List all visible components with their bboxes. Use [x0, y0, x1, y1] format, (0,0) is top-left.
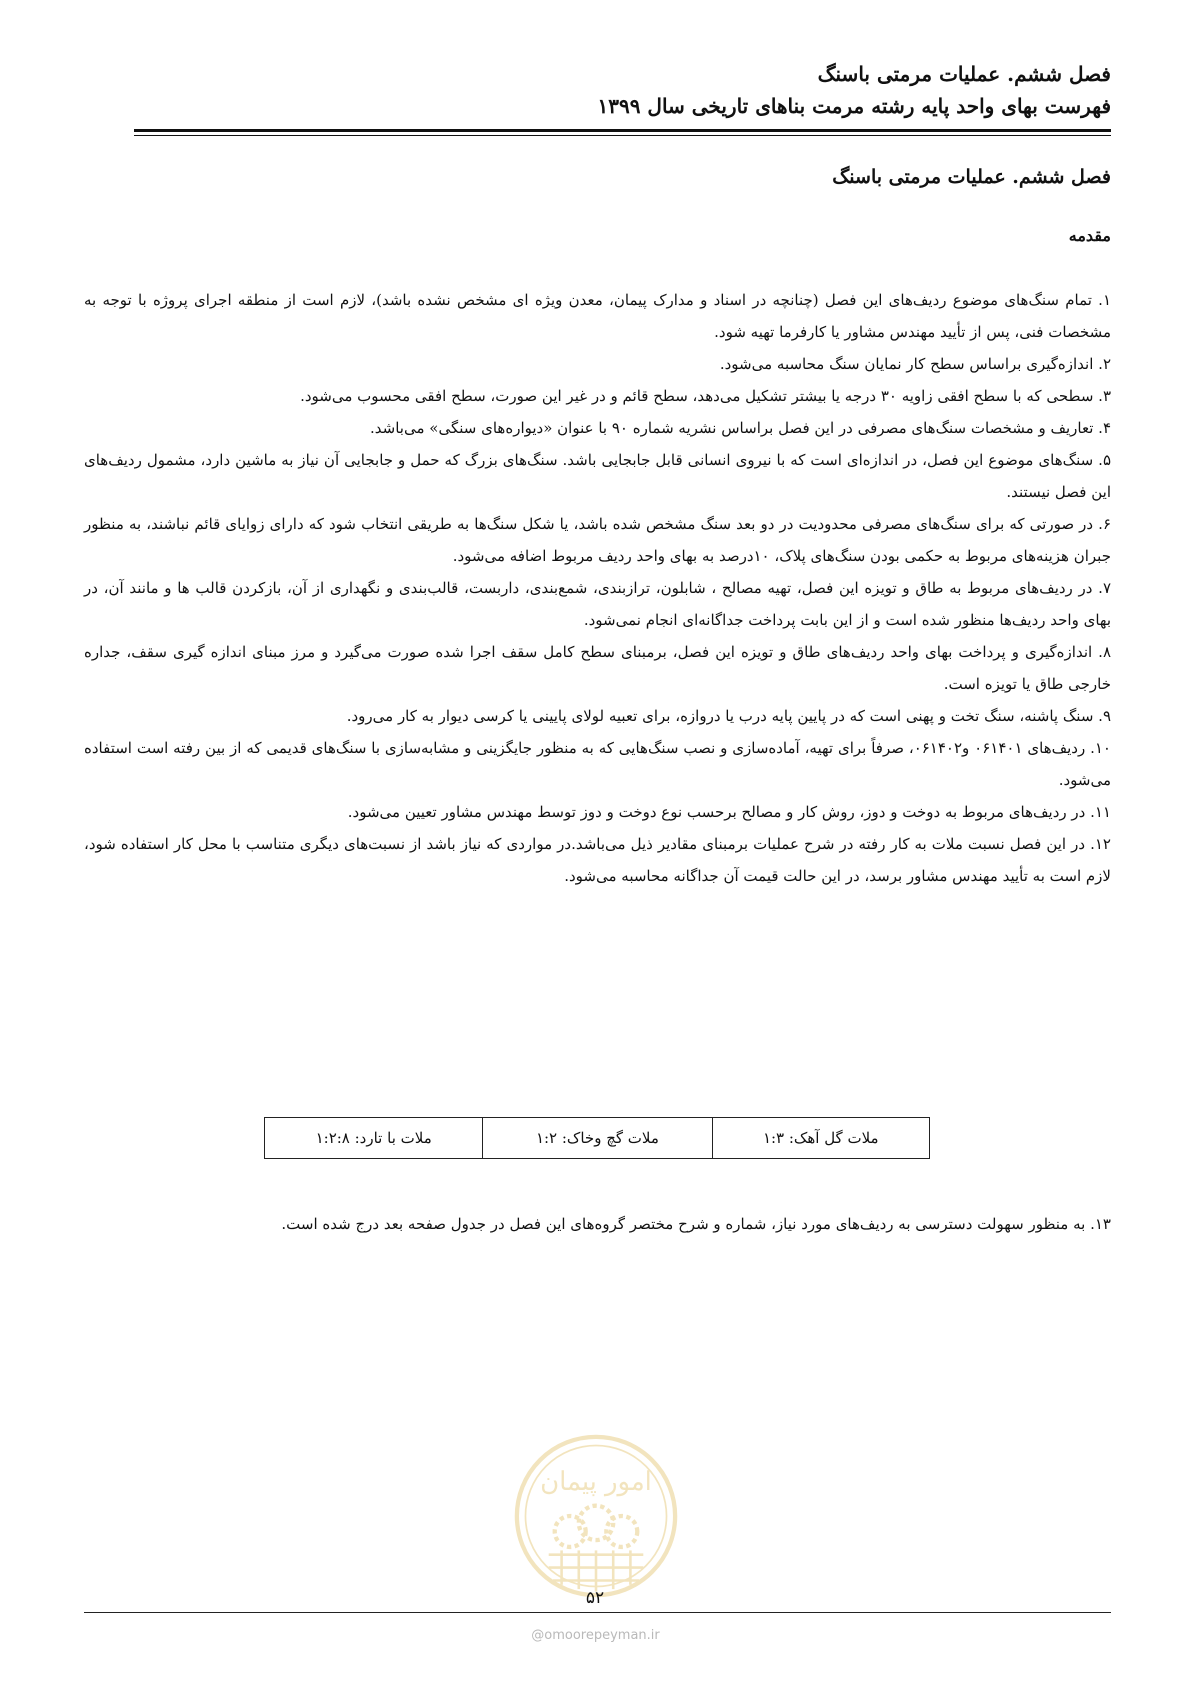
page-header — [134, 58, 1111, 122]
paragraph-3: ۳. سطحی که با سطح افقی زاویه ۳۰ درجه یا بیشتر تشکیل می‌دهد، سطح قائم و در غیر این صورت، سطح افقی محسوب می‌شود. — [300, 387, 1111, 405]
mortar-lime-clay-cell: ملات گل آهک: ۱:۳ — [712, 1118, 929, 1159]
page-number: ۵۲ — [585, 1588, 605, 1608]
paragraph-4: ۴. تعاریف و مشخصات سنگ‌های مصرفی در این فصل براساس نشریه شماره ۹۰ با عنوان «دیواره‌های سنگی» می‌باشد. — [370, 419, 1111, 437]
header-rule-thick — [134, 129, 1111, 132]
paragraph-12: ۱۲. در این فصل نسبت ملات به کار رفته در شرح عملیات برمبنای مقادیر ذیل می‌باشد.در مواردی که نیاز باشد از نسبت‌های دیگری متناسب با محل کار استفاده شود، لازم است به تأیید مهندس مشاور برسد، در این حالت قیمت آن جداگانه محاسبه می‌شود. — [84, 835, 1111, 885]
header-chapter-line: فصل ششم. عملیات مرمتی باسنگ — [817, 62, 1111, 86]
chapter-title: فصل ششم. عملیات مرمتی باسنگ — [832, 166, 1111, 188]
paragraph-5: ۵. سنگ‌های موضوع این فصل، در اندازه‌ای است که با نیروی انسانی قابل جابجایی باشد. سنگ‌های بزرگ که حمل و جابجایی آن نیاز به ماشین دارد، مشمول ردیف‌های این فصل نیستند. — [84, 451, 1111, 501]
table-row — [265, 1118, 930, 1159]
paragraph-10: ۱۰. ردیف‌های ۰۶۱۴۰۱ و۰۶۱۴۰۲، صرفاً برای تهیه، آماده‌سازی و نصب سنگ‌هایی که به منظور جایگزینی و مشابه‌سازی با سنگ‌های قدیمی که از بین رفته است استفاده می‌شود. — [84, 739, 1111, 789]
paragraph-1: ۱. تمام سنگ‌های موضوع ردیف‌های این فصل (چنانچه در اسناد و مدارک پیمان، معدن ویژه ای مشخص نشده باشد)، لازم است از منطقه اجرای پروژه با توجه به مشخصات فنی، پس از تأیید مهندس مشاور یا کارفرما تهیه شود. — [84, 291, 1111, 341]
site-url: @omoorepeyman.ir — [531, 1628, 660, 1643]
body-text — [84, 284, 1111, 892]
section-heading: مقدمه — [1068, 226, 1111, 245]
paragraph-13: ۱۳. به منظور سهولت دسترسی به ردیف‌های مورد نیاز، شماره و شرح مختصر گروه‌های این فصل در جدول صفحه بعد درج شده است. — [281, 1215, 1111, 1233]
header-rule-thin — [134, 135, 1111, 136]
paragraph-11: ۱۱. در ردیف‌های مربوط به دوخت و دوز، روش کار و مصالح برحسب نوع دوخت و دوز توسط مهندس مشاور تعیین می‌شود. — [347, 803, 1111, 821]
paragraph-9: ۹. سنگ پاشنه، سنگ تخت و پهنی است که در پایین پایه درب یا دروازه، برای تعبیه لولای پایینی یا کرسی دیوار به کار می‌رود. — [346, 707, 1111, 725]
paragraph-8: ۸. اندازه‌گیری و پرداخت بهای واحد ردیف‌های طاق و تویزه این فصل، برمبنای سطح کامل سقف اجرا شده صورت می‌گیرد و مرز مبنای اندازه گیری سقف، جداره خارجی طاق یا تویزه است. — [84, 643, 1112, 693]
mortar-gypsum-soil-cell: ملات گچ وخاک: ۱:۲ — [483, 1118, 712, 1159]
paragraph-2: ۲. اندازه‌گیری براساس سطح کار نمایان سنگ محاسبه می‌شود. — [719, 355, 1111, 373]
paragraph-7: ۷. در ردیف‌های مربوط به طاق و تویزه این فصل، تهیه مصالح ، شابلون، ترازبندی، شمع‌بندی، داربست، قالب‌بندی و نگهداری از آن، بازکردن قالب ها و مانند آن، در بهای واحد ردیف‌ها منظور شده است و از این بابت پرداخت جداگانه‌ای انجام نمی‌شود. — [84, 579, 1111, 629]
watermark-text: امور پیمان — [540, 1467, 652, 1498]
paragraph-6: ۶. در صورتی که برای سنگ‌های مصرفی محدودیت در دو بعد سنگ مشخص شده باشد، یا شکل سنگ‌ها به طریقی انتخاب شود که دارای زوایای قائم نباشند، به منظور جبران هزینه‌های مربوط به حکمی بودن سنگ‌های پلاک، ۱۰درصد به بهای واحد ردیف مربوط اضافه می‌شود. — [84, 515, 1111, 565]
footer-rule — [84, 1612, 1111, 1613]
mortar-ratio-table — [264, 1117, 930, 1159]
header-title-line: فهرست بهای واحد پایه رشته مرمت بناهای تاریخی سال ۱۳۹۹ — [597, 94, 1111, 118]
watermark-logo-icon — [510, 1430, 682, 1602]
mortar-bastard-cell: ملات با تارد: ۱:۲:۸ — [265, 1118, 483, 1159]
